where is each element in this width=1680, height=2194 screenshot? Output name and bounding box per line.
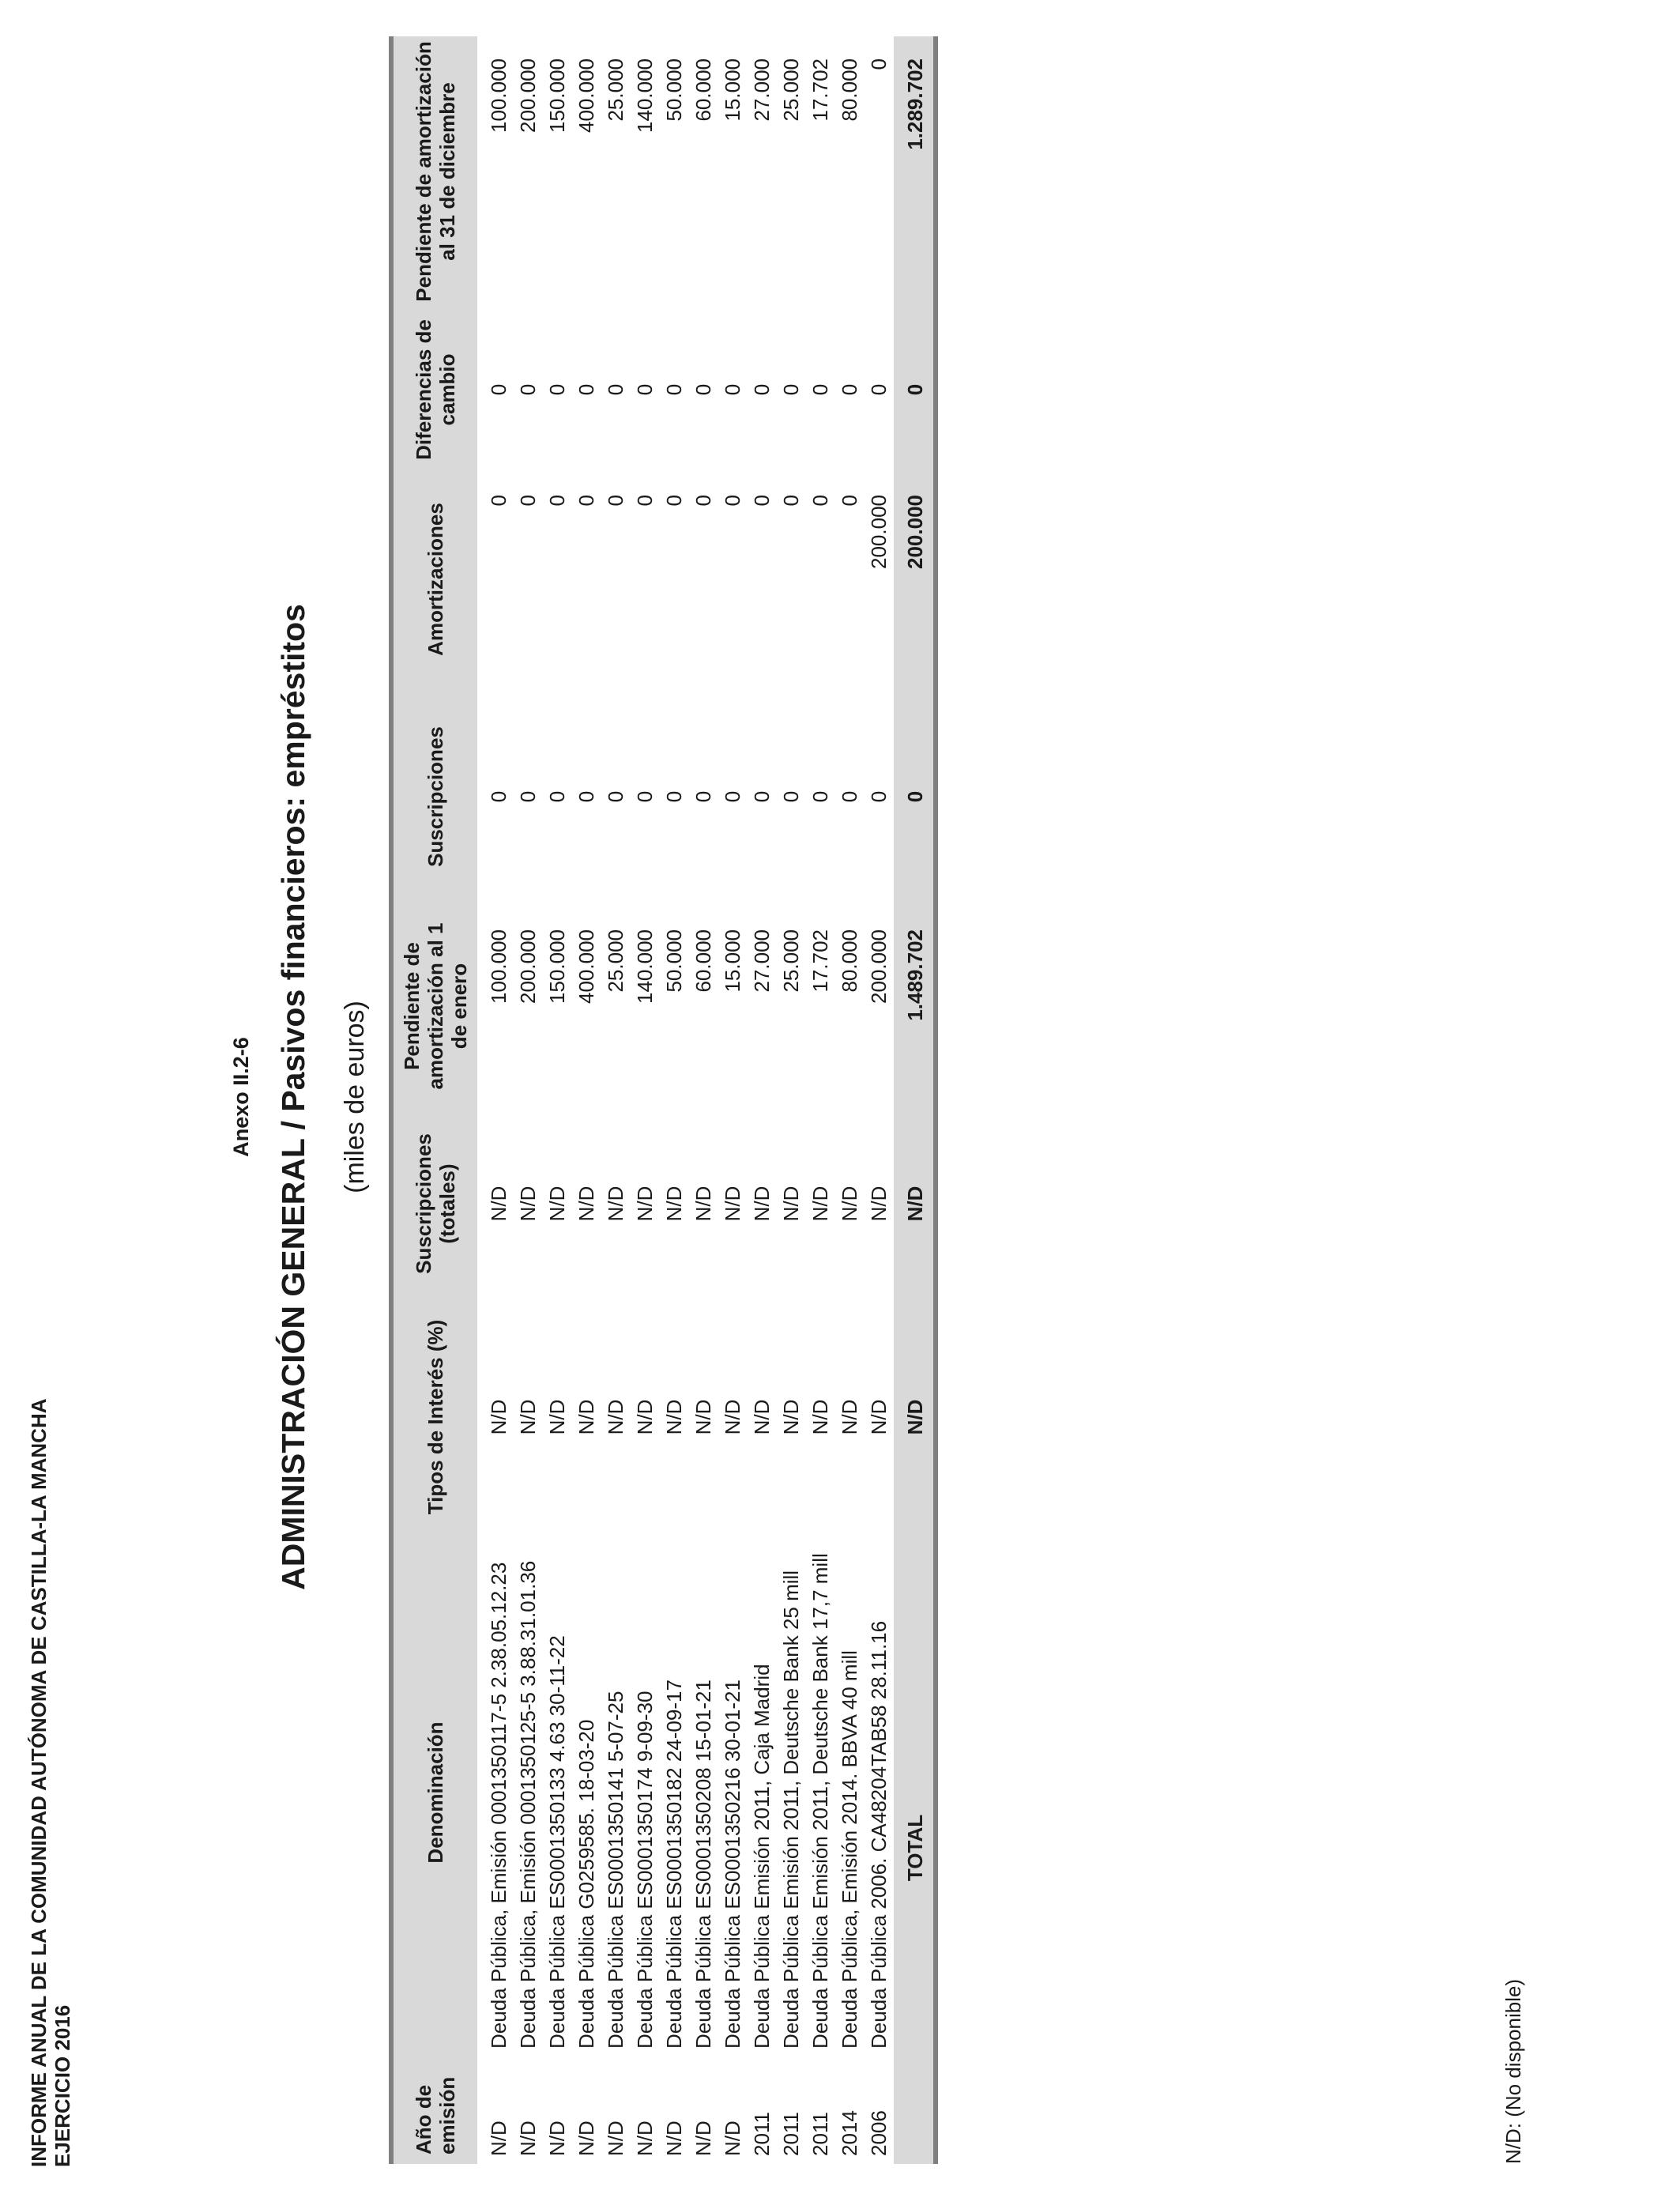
cell-amortizaciones: 0 bbox=[487, 495, 510, 507]
cell-suscripciones-totales: N/D bbox=[808, 1186, 832, 1222]
cell-diferencias: 0 bbox=[750, 383, 774, 396]
cell-amortizaciones: 0 bbox=[721, 495, 744, 507]
report-title: INFORME ANUAL DE LA COMUNIDAD AUTÓNOMA DE CASTILLA-LA MANCHA bbox=[27, 1398, 51, 2167]
table-row bbox=[514, 36, 543, 2164]
cell-denominacion: Deuda Pública, Emisión 2014. BBVA 40 mill bbox=[838, 1650, 861, 2049]
cell-tipo: N/D bbox=[604, 1399, 627, 1435]
cell-pendiente-diciembre: 140.000 bbox=[633, 58, 657, 133]
table-row bbox=[477, 36, 514, 2164]
cell-suscripciones: 0 bbox=[633, 790, 657, 803]
cell-pendiente-enero: 25.000 bbox=[604, 929, 627, 993]
cell-tipo: N/D bbox=[545, 1399, 569, 1435]
cell-suscripciones-totales: N/D bbox=[574, 1186, 598, 1222]
cell-year: N/D bbox=[604, 2120, 627, 2156]
cell-amortizaciones: 0 bbox=[838, 495, 861, 507]
cell-denominacion: Deuda Pública ES0001350133 4.63 30-11-22 bbox=[545, 1635, 569, 2049]
total-pendiente-diciembre: 1.289.702 bbox=[894, 36, 936, 307]
table-row bbox=[660, 36, 689, 2164]
total-diferencias: 0 bbox=[894, 307, 936, 473]
total-tipo: N/D bbox=[894, 1302, 936, 1532]
cell-denominacion: Deuda Pública ES0001350208 15-01-21 bbox=[691, 1679, 715, 2049]
cell-diferencias: 0 bbox=[516, 383, 540, 396]
cell-denominacion: Deuda Pública ES0001350182 24-09-17 bbox=[662, 1679, 686, 2049]
table-row bbox=[864, 36, 894, 2164]
cell-suscripciones-totales: N/D bbox=[779, 1186, 803, 1222]
cell-year: 2011 bbox=[808, 2112, 832, 2156]
cell-tipo: N/D bbox=[867, 1399, 891, 1435]
total-pendiente-enero: 1.489.702 bbox=[894, 907, 936, 1105]
col-header-suscripciones: Suscripciones bbox=[391, 686, 477, 907]
table-row bbox=[718, 36, 748, 2164]
cell-denominacion: Deuda Pública Emisión 2011, Deutsche Bank 25 mill bbox=[779, 1570, 803, 2049]
cell-suscripciones-totales: N/D bbox=[662, 1186, 686, 1222]
cell-suscripciones: 0 bbox=[867, 790, 891, 803]
cell-suscripciones-totales: N/D bbox=[604, 1186, 627, 1222]
cell-suscripciones: 0 bbox=[604, 790, 627, 803]
cell-pendiente-diciembre: 25.000 bbox=[779, 58, 803, 122]
cell-diferencias: 0 bbox=[574, 383, 598, 396]
cell-pendiente-diciembre: 400.000 bbox=[574, 58, 598, 133]
cell-suscripciones: 0 bbox=[545, 790, 569, 803]
cell-denominacion: Deuda Pública 2006. CA48204TAB58 28.11.16 bbox=[867, 1620, 891, 2049]
cell-year: N/D bbox=[662, 2120, 686, 2156]
cell-pendiente-enero: 80.000 bbox=[838, 929, 861, 993]
cell-denominacion: Deuda Pública Emisión 2011, Caja Madrid bbox=[750, 1664, 774, 2049]
cell-pendiente-diciembre: 17.702 bbox=[808, 58, 832, 122]
cell-year: 2014 bbox=[838, 2110, 861, 2156]
cell-amortizaciones: 0 bbox=[604, 495, 627, 507]
cell-denominacion: Deuda Pública, Emisión 0001350117-5 2.38.05.12.23 bbox=[487, 1562, 510, 2049]
report-header bbox=[27, 1398, 74, 2167]
cell-pendiente-diciembre: 60.000 bbox=[691, 58, 715, 122]
cell-amortizaciones: 0 bbox=[779, 495, 803, 507]
cell-suscripciones-totales: N/D bbox=[633, 1186, 657, 1222]
cell-diferencias: 0 bbox=[867, 383, 891, 396]
cell-suscripciones-totales: N/D bbox=[516, 1186, 540, 1222]
cell-denominacion: Deuda Pública ES0001350174 9-09-30 bbox=[633, 1691, 657, 2049]
annex-label: Anexo II.2-6 bbox=[229, 1037, 253, 1157]
cell-pendiente-enero: 200.000 bbox=[867, 929, 891, 1004]
cell-suscripciones: 0 bbox=[487, 790, 510, 803]
total-amortizaciones: 200.000 bbox=[894, 473, 936, 686]
cell-diferencias: 0 bbox=[691, 383, 715, 396]
cell-tipo: N/D bbox=[662, 1399, 686, 1435]
cell-pendiente-diciembre: 0 bbox=[867, 58, 891, 70]
cell-amortizaciones: 0 bbox=[750, 495, 774, 507]
col-header-tipos: Tipos de Interés (%) bbox=[391, 1302, 477, 1532]
cell-pendiente-enero: 15.000 bbox=[721, 929, 744, 993]
cell-year: N/D bbox=[516, 2120, 540, 2156]
cell-denominacion: Deuda Pública Emisión 2011, Deutsche Bank 17,7 mill bbox=[808, 1553, 832, 2049]
cell-pendiente-enero: 400.000 bbox=[574, 929, 598, 1004]
cell-suscripciones: 0 bbox=[750, 790, 774, 803]
cell-pendiente-diciembre: 200.000 bbox=[516, 58, 540, 133]
cell-diferencias: 0 bbox=[545, 383, 569, 396]
cell-denominacion: Deuda Pública ES0001350141 5-07-25 bbox=[604, 1691, 627, 2049]
cell-suscripciones: 0 bbox=[808, 790, 832, 803]
cell-diferencias: 0 bbox=[633, 383, 657, 396]
total-label: TOTAL bbox=[894, 1532, 936, 2164]
cell-pendiente-enero: 60.000 bbox=[691, 929, 715, 993]
table-row bbox=[543, 36, 572, 2164]
cell-tipo: N/D bbox=[633, 1399, 657, 1435]
cell-year: N/D bbox=[574, 2120, 598, 2156]
table-row bbox=[748, 36, 777, 2164]
cell-year: 2006 bbox=[867, 2110, 891, 2156]
col-header-suscripciones-totales: Suscripciones (totales) bbox=[391, 1105, 477, 1302]
cell-tipo: N/D bbox=[838, 1399, 861, 1435]
total-suscripciones: 0 bbox=[894, 686, 936, 907]
cell-pendiente-diciembre: 25.000 bbox=[604, 58, 627, 122]
cell-pendiente-enero: 100.000 bbox=[487, 929, 510, 1004]
col-header-pendiente-diciembre: Pendiente de amortización al 31 de diciembre bbox=[391, 36, 477, 307]
cell-tipo: N/D bbox=[721, 1399, 744, 1435]
cell-suscripciones: 0 bbox=[662, 790, 686, 803]
borrowings-table-container bbox=[389, 36, 938, 2164]
total-suscripciones-totales: N/D bbox=[894, 1105, 936, 1302]
table-row bbox=[806, 36, 835, 2164]
cell-pendiente-diciembre: 100.000 bbox=[487, 58, 510, 133]
cell-suscripciones-totales: N/D bbox=[838, 1186, 861, 1222]
cell-pendiente-enero: 150.000 bbox=[545, 929, 569, 1004]
cell-pendiente-diciembre: 15.000 bbox=[721, 58, 744, 122]
cell-year: N/D bbox=[721, 2120, 744, 2156]
cell-pendiente-enero: 200.000 bbox=[516, 929, 540, 1004]
cell-pendiente-enero: 17.702 bbox=[808, 929, 832, 993]
col-header-amortizaciones: Amortizaciones bbox=[391, 473, 477, 686]
table-row bbox=[689, 36, 718, 2164]
cell-pendiente-diciembre: 50.000 bbox=[662, 58, 686, 122]
cell-denominacion: Deuda Pública G0259585. 18-03-20 bbox=[574, 1719, 598, 2049]
page-title: ADMINISTRACIÓN GENERAL / Pasivos financieros: empréstitos bbox=[275, 604, 311, 1590]
cell-denominacion: Deuda Pública ES0001350216 30-01-21 bbox=[721, 1679, 744, 2049]
total-row bbox=[894, 36, 936, 2164]
col-header-pendiente-enero: Pendiente de amortización al 1 de enero bbox=[391, 907, 477, 1105]
cell-suscripciones-totales: N/D bbox=[721, 1186, 744, 1222]
table-row bbox=[777, 36, 806, 2164]
col-header-diferencias: Diferencias de cambio bbox=[391, 307, 477, 473]
cell-diferencias: 0 bbox=[662, 383, 686, 396]
table-row bbox=[835, 36, 864, 2164]
col-header-year: Año de emisión bbox=[391, 2053, 477, 2164]
cell-suscripciones: 0 bbox=[574, 790, 598, 803]
cell-suscripciones-totales: N/D bbox=[487, 1186, 510, 1222]
cell-suscripciones: 0 bbox=[691, 790, 715, 803]
cell-diferencias: 0 bbox=[721, 383, 744, 396]
col-header-denominacion: Denominación bbox=[391, 1532, 477, 2053]
cell-pendiente-enero: 25.000 bbox=[779, 929, 803, 993]
table-row bbox=[631, 36, 660, 2164]
cell-suscripciones: 0 bbox=[721, 790, 744, 803]
table-row bbox=[572, 36, 601, 2164]
cell-suscripciones-totales: N/D bbox=[545, 1186, 569, 1222]
cell-amortizaciones: 0 bbox=[633, 495, 657, 507]
cell-pendiente-diciembre: 150.000 bbox=[545, 58, 569, 133]
cell-denominacion: Deuda Pública, Emisión 0001350125-5 3.88.31.01.36 bbox=[516, 1560, 540, 2049]
cell-tipo: N/D bbox=[574, 1399, 598, 1435]
cell-year: N/D bbox=[487, 2120, 510, 2156]
units-subtitle: (miles de euros) bbox=[340, 1001, 370, 1193]
cell-pendiente-diciembre: 80.000 bbox=[838, 58, 861, 122]
cell-suscripciones: 0 bbox=[838, 790, 861, 803]
cell-amortizaciones: 200.000 bbox=[867, 495, 891, 569]
cell-diferencias: 0 bbox=[838, 383, 861, 396]
cell-tipo: N/D bbox=[750, 1399, 774, 1435]
cell-year: N/D bbox=[633, 2120, 657, 2156]
cell-diferencias: 0 bbox=[604, 383, 627, 396]
cell-tipo: N/D bbox=[487, 1399, 510, 1435]
cell-year: N/D bbox=[691, 2120, 715, 2156]
cell-amortizaciones: 0 bbox=[574, 495, 598, 507]
cell-suscripciones-totales: N/D bbox=[867, 1186, 891, 1222]
table-header-row bbox=[391, 36, 477, 2164]
cell-diferencias: 0 bbox=[808, 383, 832, 396]
footnote: N/D: (No disponible) bbox=[1501, 1978, 1525, 2164]
cell-suscripciones: 0 bbox=[779, 790, 803, 803]
cell-diferencias: 0 bbox=[487, 383, 510, 396]
cell-tipo: N/D bbox=[516, 1399, 540, 1435]
cell-pendiente-diciembre: 27.000 bbox=[750, 58, 774, 122]
cell-pendiente-enero: 27.000 bbox=[750, 929, 774, 993]
borrowings-table bbox=[389, 36, 938, 2164]
cell-pendiente-enero: 50.000 bbox=[662, 929, 686, 993]
cell-amortizaciones: 0 bbox=[516, 495, 540, 507]
cell-suscripciones-totales: N/D bbox=[750, 1186, 774, 1222]
cell-year: 2011 bbox=[779, 2112, 803, 2156]
cell-amortizaciones: 0 bbox=[691, 495, 715, 507]
cell-tipo: N/D bbox=[779, 1399, 803, 1435]
cell-year: N/D bbox=[545, 2120, 569, 2156]
table-row bbox=[601, 36, 631, 2164]
cell-amortizaciones: 0 bbox=[808, 495, 832, 507]
report-year: EJERCICIO 2016 bbox=[51, 2004, 74, 2167]
cell-suscripciones-totales: N/D bbox=[691, 1186, 715, 1222]
cell-diferencias: 0 bbox=[779, 383, 803, 396]
cell-tipo: N/D bbox=[808, 1399, 832, 1435]
cell-amortizaciones: 0 bbox=[662, 495, 686, 507]
cell-pendiente-enero: 140.000 bbox=[633, 929, 657, 1004]
cell-amortizaciones: 0 bbox=[545, 495, 569, 507]
cell-tipo: N/D bbox=[691, 1399, 715, 1435]
cell-suscripciones: 0 bbox=[516, 790, 540, 803]
cell-year: 2011 bbox=[750, 2112, 774, 2156]
